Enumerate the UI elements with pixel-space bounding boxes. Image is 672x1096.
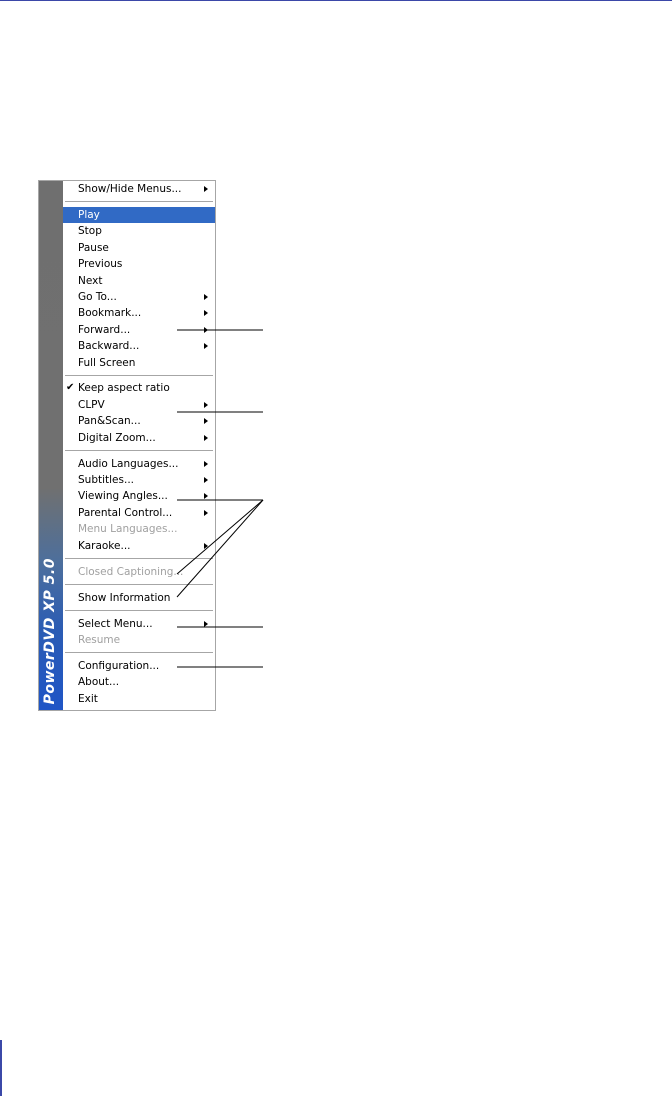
menu-item-label: Pause <box>78 241 109 254</box>
menu-item-label: Resume <box>78 633 121 646</box>
menu-item-label: Forward... <box>78 323 131 336</box>
menu-item-label: Viewing Angles... <box>78 490 168 503</box>
checkmark-icon: ✔ <box>66 382 75 394</box>
brand-label: PowerDVD XP 5.0 <box>42 557 58 704</box>
menu-item-label: Exit <box>78 692 98 705</box>
menu-item-label: Backward... <box>78 340 140 353</box>
menu-item-label: About... <box>78 676 120 689</box>
callout-show-information <box>177 500 263 597</box>
menu-item-label: Closed Captioning... <box>78 565 184 578</box>
menu-item-label: Go To... <box>78 290 117 303</box>
menu-item-label: Show Information <box>78 591 171 604</box>
menu-item-label: Play <box>78 208 100 221</box>
menu-item-label: Next <box>78 274 103 287</box>
menu-item-label: Show/Hide Menus... <box>78 183 182 195</box>
menu-item-label: Audio Languages... <box>78 457 179 470</box>
menu-item-label: Parental Control... <box>78 506 173 519</box>
menu-item-label: Full Screen <box>78 356 136 369</box>
menu-item-label: Configuration... <box>78 659 160 672</box>
menu-item-label: Select Menu... <box>78 617 153 630</box>
menu-item-label: Menu Languages... <box>78 523 178 536</box>
menu-item-label: Karaoke... <box>78 539 131 552</box>
menu-item-label: Keep aspect ratio <box>78 382 170 395</box>
menu-item-label: Bookmark... <box>78 307 142 320</box>
menu-item-label: Digital Zoom... <box>78 431 156 444</box>
callout-closed-captioning <box>177 500 263 574</box>
menu-item-label: Previous <box>78 258 123 271</box>
menu-item-label: Pan&Scan... <box>78 415 141 428</box>
menu-item-label: Subtitles... <box>78 474 134 487</box>
menu-item-label: Stop <box>78 225 102 238</box>
menu-item-label: CLPV <box>78 398 105 411</box>
